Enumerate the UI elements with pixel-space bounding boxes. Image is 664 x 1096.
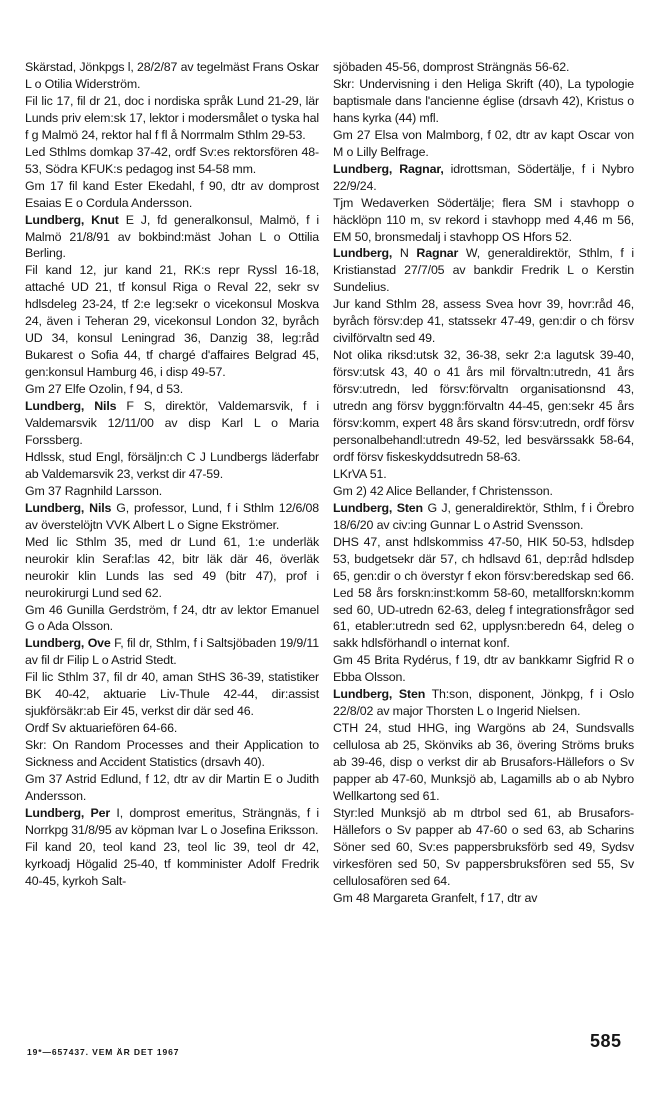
- entry-paragraph: Lundberg, Sten Th:son, disponent, Jönkpg, f i Oslo 22/8/02 av major Thorsten L o Ingerid Nielsen.: [333, 687, 634, 719]
- entry-paragraph: Lundberg, Sten G J, generaldirektör, Sthlm, f i Örebro 18/6/20 av civ:ing Gunnar L o Astrid Svensson.: [333, 500, 635, 532]
- entry-paragraph: Gm 27 Elsa von Malmborg, f 02, dtr av kapt Oscar von M o Lilly Belfrage.: [333, 127, 634, 159]
- entry-paragraph: Hdlssk, stud Engl, försäljn:ch C J Lundbergs läderfabr ab Valdemarsvik 23, verkst dir 47-59.: [25, 449, 319, 481]
- entry-paragraph: LKrVA 51.: [333, 466, 387, 481]
- entry-paragraph: Skr: On Random Processes and their Application to Sickness and Accident Statistics (drsavh 40).: [25, 738, 319, 770]
- entry-name: Ragnar: [416, 246, 459, 261]
- entry-paragraph: Gm 27 Elfe Ozolin, f 94, d 53.: [25, 382, 184, 397]
- entry-paragraph: Not olika riksd:utsk 32, 36-38, sekr 2:a lagutsk 39-40, försv:utsk 43, 40 o 41 års mil förvaltn:utredn, 41 års försv:utredn, led försv:förvaltn organisationsnd 43, utredn ang försv byggn:förvaltn 44-45, gen:sekr 45 års försv:komm, expert 48 års skand försv:utredn, ordf försv personalbehandl:utredn 49-52, led besvärssakk 58-64, ordf försv fiskeskyddsutredn 58-63.: [333, 348, 634, 464]
- entry-paragraph: Fil kand 12, jur kand 21, RK:s repr Ryssl 16-18, attaché UD 21, tf konsul Riga o Reval 22, sekr sv hdlsdeleg 23-24, tf 2:e leg:sekr o vicekonsul Moskva 24, även i Teheran 29, vicekonsul London 32, byråch UD 34, konsul Leningrad 36, Danzig 38, leg:råd Bukarest o Sofia 44, tf chargé d'affaires Belgrad 45, gen:konsul Hamburg 46, i disp 49-57.: [25, 263, 319, 380]
- entry-paragraph: DHS 47, anst hdlskommiss 47-50, HIK 50-53, hdlsdep 53, budgetsekr där 57, ch hdlsavd 61, dep:råd hdlsdep 65, gen:dir o ch överstyr f ekon försv:beredskap sed 66. Led 58 års forskn:inst:komm 58-60, metallforskn:komm sed 60, UD-utredn 62-63, deleg f integrationsfrågor sed 61, etabler:utredn sed 62, upplysn:beredn 64, deleg o sakk hdlsförhandl o internat konf.: [333, 534, 634, 651]
- entry-paragraph: Gm 37 Astrid Edlund, f 12, dtr av dir Martin E o Judith Andersson.: [25, 772, 319, 803]
- entry-paragraph: Skr: Undervisning i den Heliga Skrift (40), La typologie baptismale dans l'ancienne église (drsavh 42), Kristus o hans kyrka (44) mfl.: [333, 76, 634, 125]
- entry-paragraph: Styr:led Munksjö ab m dtrbol sed 61, ab Brusafors-Hällefors o Sv papper ab 47-60 o sed 63, ab Scharins Söner sed 60, Sv:es pappersbruksförb sed 49, Sydsv virkesfören sed 50, Sv pappersbruksfören sed 55, Sv cellulosafören sed 64.: [333, 805, 634, 888]
- entry-paragraph: Led Sthlms domkap 37-42, ordf Sv:es rektorsfören 48-53, Södra KFUK:s pedagog inst 54-58 mm.: [25, 144, 319, 176]
- entry-paragraph: Med lic Sthlm 35, med dr Lund 61, 1:e underläk neurokir klin Seraf:las 42, bitr läk där 46, överläk neurokir klin Lunds las sed 49 (bitr 47), prof i neurokirurgi Lund sed 62.: [25, 534, 319, 600]
- entry-name: Lundberg, Nils: [25, 399, 117, 414]
- entry-paragraph: Skärstad, Jönkpgs l, 28/2/87 av tegelmäst Frans Oskar L o Otilia Widerström.: [25, 60, 319, 91]
- entry-paragraph: Gm 46 Gunilla Gerdström, f 24, dtr av lektor Emanuel G o Ada Olsson.: [25, 602, 319, 634]
- entry-paragraph: Lundberg, Per I, domprost emeritus, Strängnäs, f i Norrkpg 31/8/95 av köpman Ivar L o Josefina Eriksson.: [25, 805, 319, 837]
- entry-paragraph: Gm 48 Margareta Granfelt, f 17, dtr av: [333, 890, 538, 905]
- entry-paragraph: sjöbaden 45-56, domprost Strängnäs 56-62.: [333, 60, 570, 74]
- entry-paragraph: Gm 37 Ragnhild Larsson.: [25, 483, 163, 498]
- entry-name: Lundberg, Sten: [333, 500, 423, 515]
- entry-paragraph: Gm 2) 42 Alice Bellander, f Christensson.: [333, 483, 553, 498]
- entry-paragraph: Lundberg, Ragnar, idrottsman, Södertälje, f i Nybro 22/9/24.: [333, 161, 634, 193]
- entry-name: Lundberg, Per: [25, 805, 111, 820]
- entry-name: Lundberg, Sten: [333, 687, 426, 702]
- entry-paragraph: Fil kand 20, teol kand 23, teol lic 39, teol dr 42, kyrkoadj Högalid 25-40, tf komminister Adolf Fredrik 40-45, kyrkoh Salt-: [25, 839, 319, 888]
- entry-paragraph: Tjm Wedaverken Södertälje; flera SM i stavhopp o häcklöpn 110 m, sv rekord i stavhopp med 4,46 m 56, EM 50, bronsmedalj i stavhopp OS Hfors 52.: [333, 195, 634, 244]
- entry-paragraph: Gm 45 Brita Rydérus, f 19, dtr av bankkamr Sigfrid R o Ebba Olsson.: [333, 653, 634, 685]
- entry-name: Lundberg, Nils: [25, 500, 112, 515]
- entry-paragraph: Lundberg, Knut E J, fd generalkonsul, Malmö, f i Malmö 21/8/91 av bokbind:mäst Johan L o Ottilia Berling.: [25, 212, 319, 261]
- entry-paragraph: Fil lic 17, fil dr 21, doc i nordiska språk Lund 21-29, lär Lunds priv elem:sk 17, lektor i modersmålet o tyska hal f g Malmö 24, rektor hal f fl å Norrmalm Sthlm 29-53.: [25, 93, 319, 142]
- entry-name: Lundberg, Ove: [25, 636, 111, 651]
- entry-name: Lundberg, Ragnar,: [333, 161, 444, 176]
- right-column: [333, 59, 634, 907]
- entry-paragraph: Lundberg, Nils G, professor, Lund, f i Sthlm 12/6/08 av överstelöjtn VVK Albert L o Signe Ekströmer.: [25, 500, 319, 532]
- entry-paragraph: Lundberg, Nils F S, direktör, Valdemarsvik, f i Valdemarsvik 12/11/00 av disp Karl L o Maria Forssberg.: [25, 399, 319, 447]
- entry-paragraph: Gm 17 fil kand Ester Ekedahl, f 90, dtr av domprost Esaias E o Cordula Andersson.: [25, 178, 319, 210]
- print-code: 19*—657437. VEM ÄR DET 1967: [27, 1047, 180, 1057]
- page-number: 585: [590, 1031, 622, 1051]
- entry-paragraph: Fil lic Sthlm 37, fil dr 40, aman StHS 36-39, statistiker BK 40-42, aktuarie Liv-Thule 42-44, dir:assist sjukförsäkr:ab Eir 45, verkst dir där sed 46.: [25, 670, 319, 719]
- entry-paragraph: CTH 24, stud HHG, ing Wargöns ab 24, Sundsvalls cellulosa ab 25, Skönviks ab 36, övering Ströms bruks ab 39-46, disp o verkst dir ab Brusafors-Hällefors o Sv papper ab 47-60, Munksjö ab, Lagamills ab o ab Nybro Wellkartong sed 61.: [333, 721, 634, 803]
- left-column: [25, 59, 319, 890]
- entry-paragraph: Lundberg, N Ragnar W, generaldirektör, Sthlm, f i Kristianstad 27/7/05 av bankdir Fredrik L o Kerstin Sundelius.: [333, 246, 634, 295]
- entry-paragraph: Lundberg, Ove F, fil dr, Sthlm, f i Saltsjöbaden 19/9/11 av fil dr Filip L o Astrid Stedt.: [25, 636, 319, 668]
- entry-paragraph: Ordf Sv aktuariefören 64-66.: [25, 721, 178, 736]
- entry-paragraph: Jur kand Sthlm 28, assess Svea hovr 39, hovr:råd 46, byråch försv:dep 41, statssekr 47-49, gen:dir o ch försv civilförvaltn sed 49.: [333, 297, 634, 346]
- entry-name: Lundberg,: [333, 246, 393, 261]
- entry-name: Lundberg, Knut: [25, 212, 119, 227]
